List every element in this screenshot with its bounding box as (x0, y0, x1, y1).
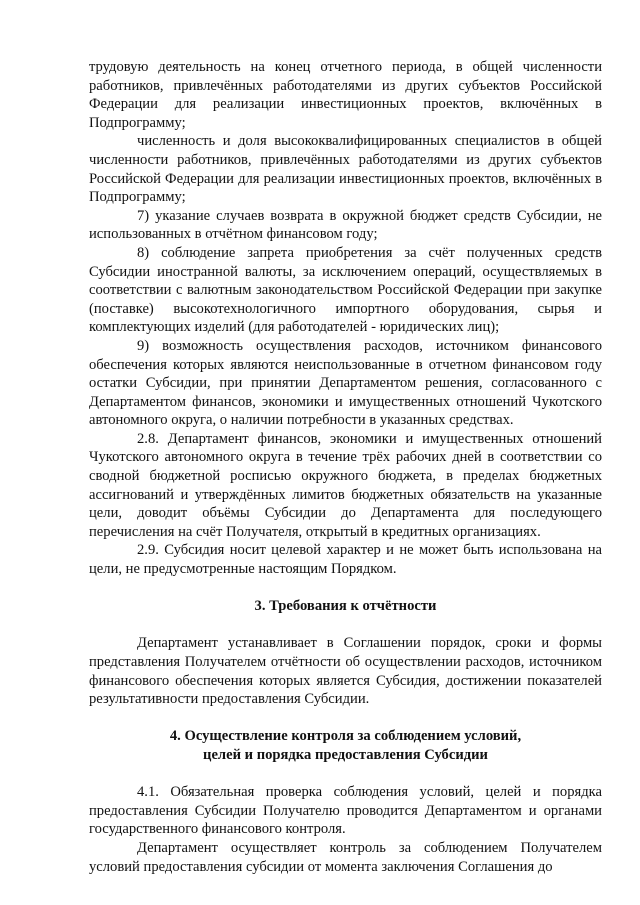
paragraph-item-8: 8) соблюдение запрета приобретения за счёт полученных средств Субсидии иностранной валюты, за исключением операций, осуществляемых в соответствии с валютным законодательством Российской Федерации при закупке (поставке) высокотехнологичного импортного оборудования, сырья и комплектующих изделий (для работодателей - юридических лиц); (89, 244, 602, 336)
paragraph-item-9: 9) возможность осуществления расходов, источником финансового обеспечения которых являются неиспользованные в отчетном финансовом году остатки Субсидии, при принятии Департаментом решения, согласованного с Департаментом финансов, экономики и имущественных отношений Чукотского автономного округа, о наличии потребности в указанных средствах. (89, 337, 602, 429)
section-4-heading-line-1: 4. Осуществление контроля за соблюдением условий, (169, 728, 522, 745)
paragraph-2-9: 2.9. Субсидия носит целевой характер и не может быть использована на цели, не предусмотренные настоящим Порядком. (89, 542, 602, 578)
paragraph-section-3: Департамент устанавливает в Соглашении порядок, сроки и формы представления Получателем отчётности об осуществлении расходов, источником финансового обеспечения которых является Субсидия, достижении показателей результативности предоставления Субсидии. (89, 635, 602, 708)
paragraph-control: Департамент осуществляет контроль за соблюдением Получателем условий предоставления субсидии от момента заключения Соглашения до (89, 839, 602, 875)
section-3-heading: 3. Требования к отчётности (254, 598, 437, 615)
paragraph-item-7: 7) указание случаев возврата в окружной бюджет средств Субсидии, не использованных в отчётном финансовом году; (89, 207, 602, 243)
paragraph-4-1: 4.1. Обязательная проверка соблюдения условий, целей и порядка предоставления Субсидии Получателю проводится Департаментом и органами государственного финансового контроля. (89, 784, 602, 838)
paragraph-specialists-share: численность и доля высококвалифицированных специалистов в общей численности работников, привлечённых работодателями из других субъектов Российской Федерации для реализации инвестиционных проектов, включённых в Подпрограмму; (89, 133, 602, 206)
section-4-heading (89, 727, 602, 764)
paragraph-2-8: 2.8. Департамент финансов, экономики и имущественных отношений Чукотского автономного округа в течение трёх рабочих дней в соответствии со сводной бюджетной росписью окружного бюджета, в пределах бюджетных ассигнований и утверждённых лимитов бюджетных обязательств на указанные цели, доводит объёмы Субсидии до Департамента для последующего перечисления на счёт Получателя, открытый в кредитных организациях. (89, 430, 602, 540)
paragraph-workers-count: трудовую деятельность на конец отчетного периода, в общей численности работников, привлечённых работодателями из других субъектов Российской Федерации для реализации инвестиционных проектов, включённых в Подпрограмму; (89, 59, 602, 131)
section-4-heading-line-2: целей и порядка предоставления Субсидии (203, 746, 488, 763)
